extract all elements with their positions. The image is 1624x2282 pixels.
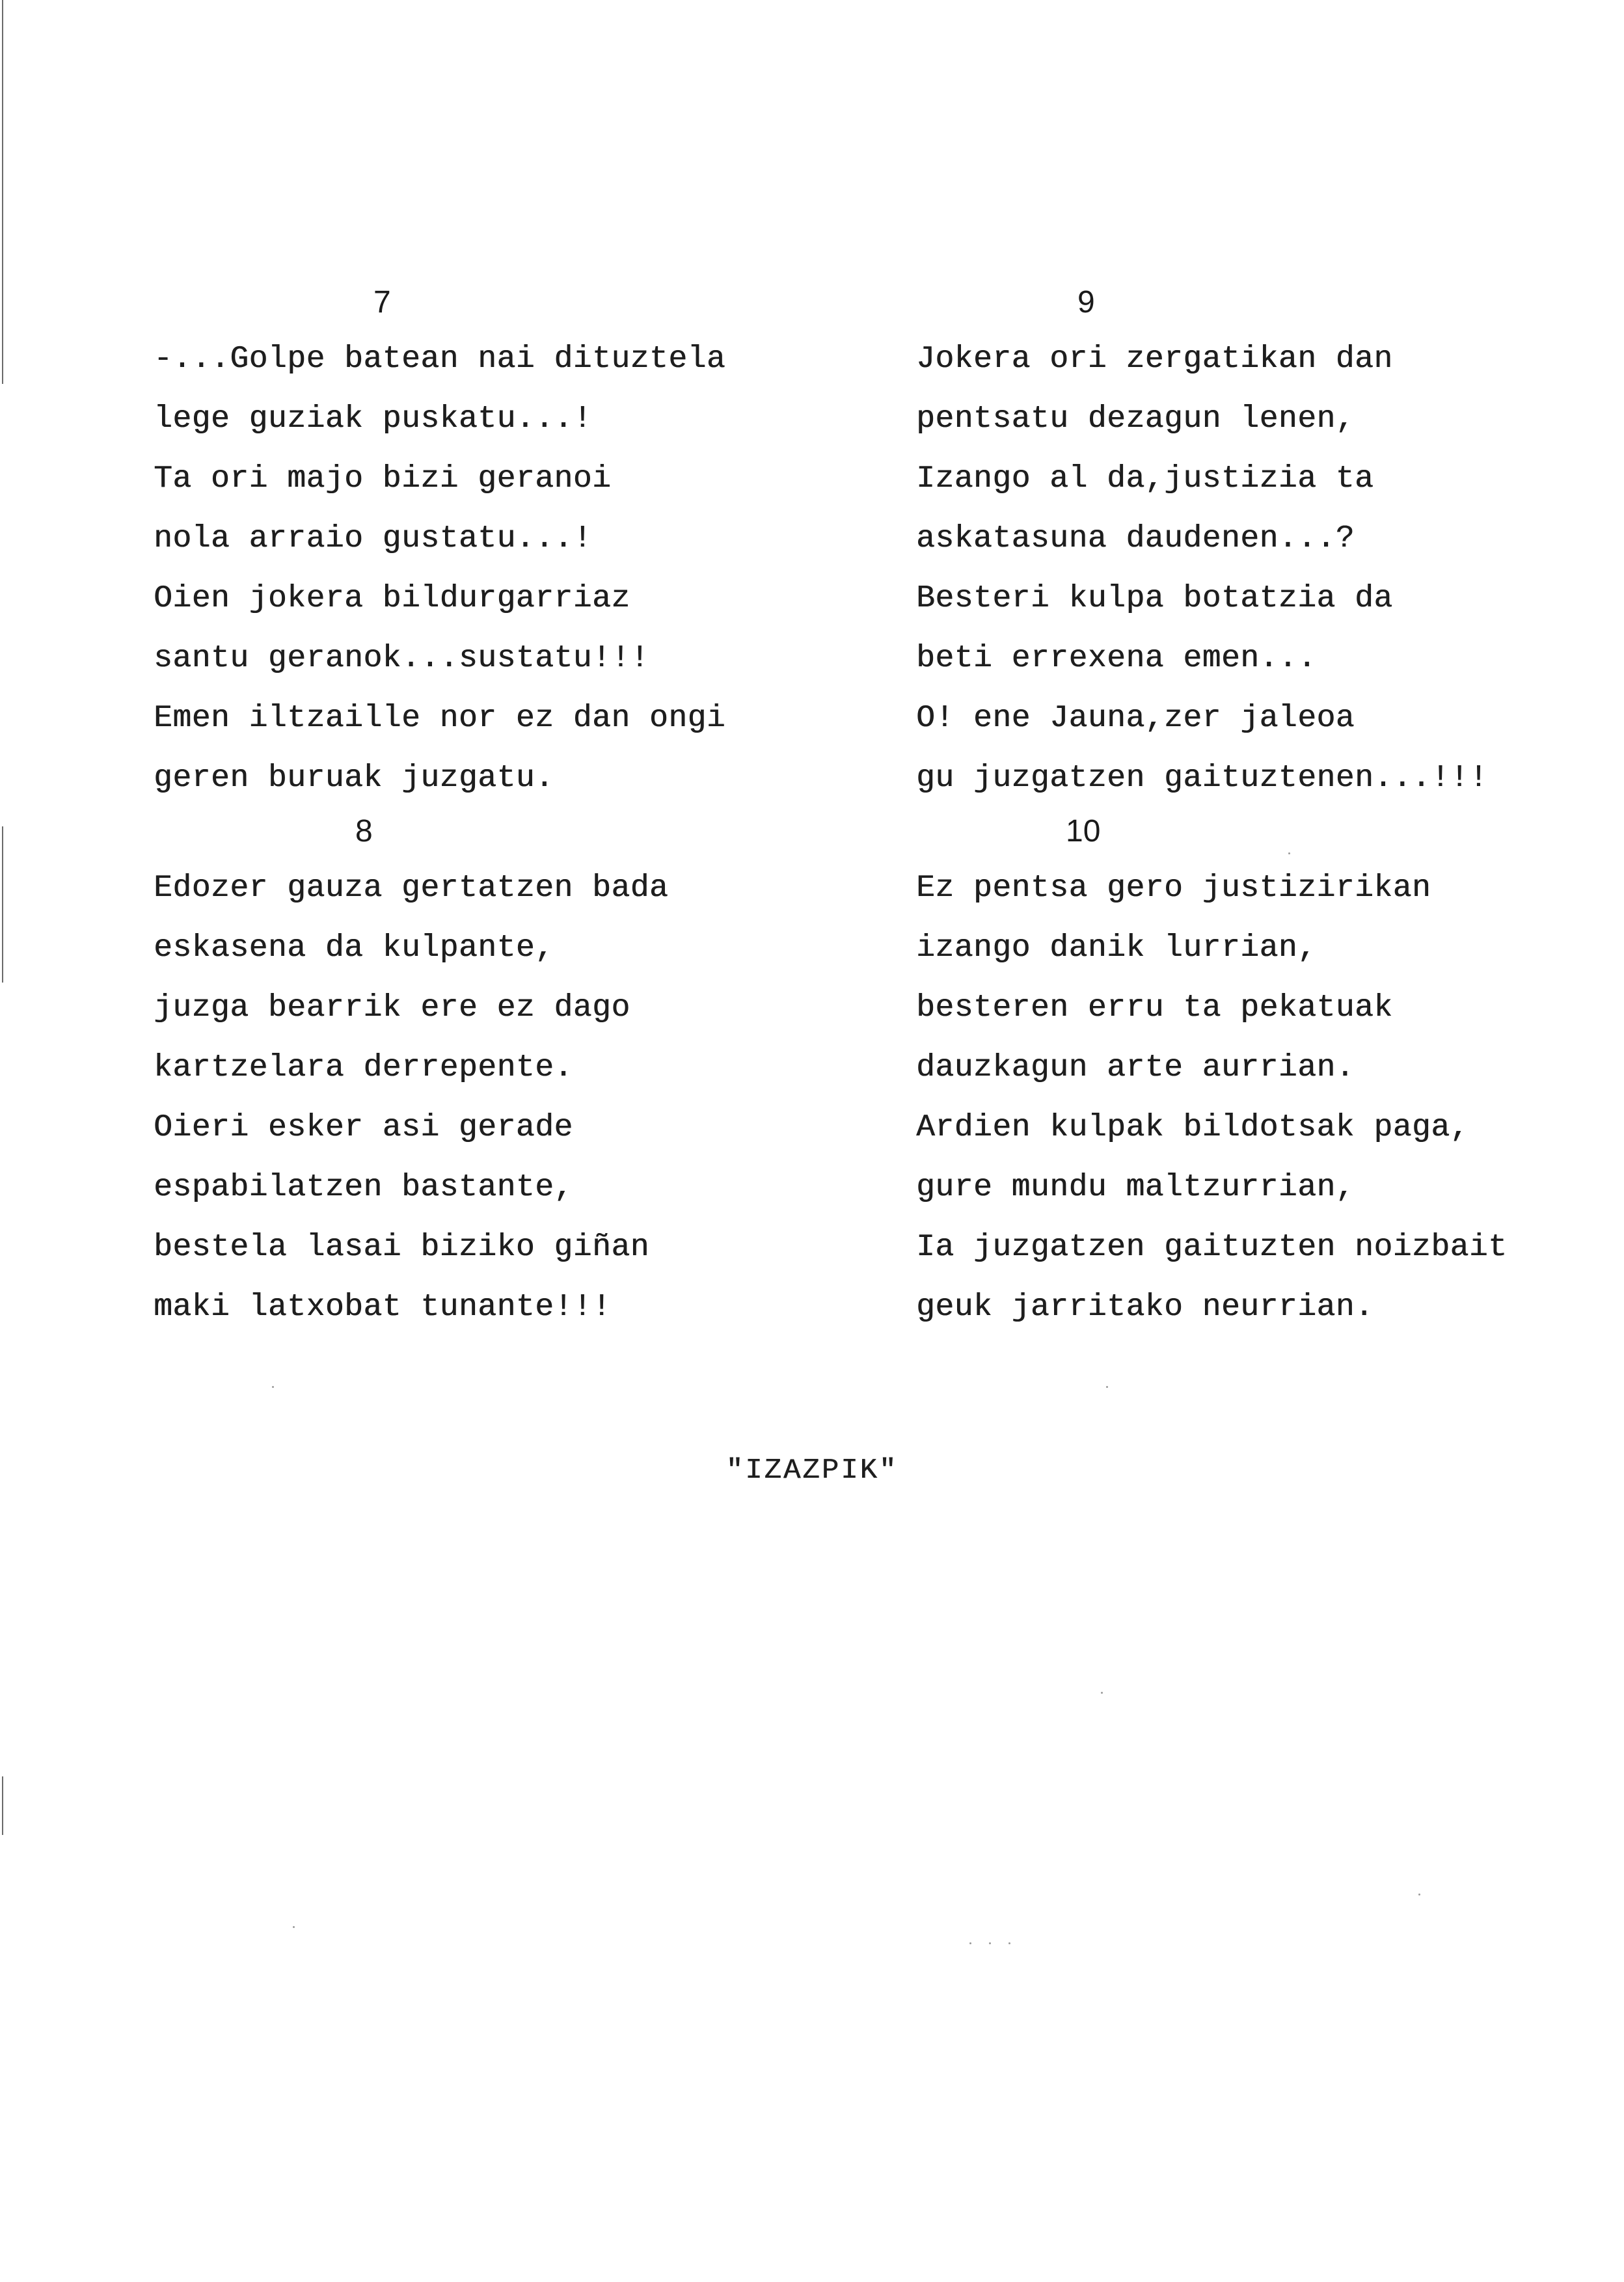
- verse-line: Oien jokera bildurgarriaz: [154, 581, 630, 616]
- verse-line: Jokera ori zergatikan dan: [916, 342, 1393, 377]
- verse-line: geuk jarritako neurrian.: [916, 1290, 1374, 1325]
- verse-line: bestela lasai biziko giñan: [154, 1230, 649, 1265]
- page-edge-mark: [2, 0, 3, 384]
- paper-speck: [293, 1926, 295, 1928]
- verse-line: beti errexena emen...: [916, 641, 1317, 676]
- stanza-number: 7: [373, 285, 391, 319]
- author-signature: "IZAZPIK": [725, 1454, 899, 1487]
- verse-line: espabilatzen bastante,: [154, 1170, 573, 1205]
- verse-line: pentsatu dezagun lenen,: [916, 401, 1355, 437]
- verse-line: -...Golpe batean nai dituztela: [154, 342, 726, 377]
- paper-speck: [989, 1942, 991, 1944]
- verse-line: Ardien kulpak bildotsak paga,: [916, 1110, 1469, 1145]
- stanza-number: 9: [1077, 285, 1095, 319]
- verse-line: eskasena da kulpante,: [154, 930, 554, 966]
- paper-speck: [1106, 1386, 1108, 1388]
- stanza-9: [916, 329, 1488, 808]
- page-edge-mark: [2, 1776, 3, 1835]
- verse-line: kartzelara derrepente.: [154, 1050, 573, 1085]
- stanza-number: 8: [355, 814, 373, 849]
- verse-line: Edozer gauza gertatzen bada: [154, 871, 669, 906]
- paper-speck: [1288, 852, 1290, 854]
- verse-line: izango danik lurrian,: [916, 930, 1317, 966]
- paper-speck: [1418, 1894, 1420, 1895]
- verse-line: geren buruak juzgatu.: [154, 761, 554, 796]
- verse-line: Ia juzgatzen gaituzten noizbait: [916, 1230, 1508, 1265]
- stanza-number: 10: [1066, 814, 1101, 849]
- verse-line: Oieri esker asi gerade: [154, 1110, 573, 1145]
- stanza-7: [154, 329, 725, 808]
- verse-line: maki latxobat tunante!!!: [154, 1290, 612, 1325]
- stanza-10: [916, 858, 1507, 1337]
- verse-line: besteren erru ta pekatuak: [916, 990, 1393, 1026]
- paper-speck: [1008, 1942, 1010, 1944]
- verse-line: Emen iltzaille nor ez dan ongi: [154, 701, 726, 736]
- verse-line: dauzkagun arte aurrian.: [916, 1050, 1355, 1085]
- verse-line: gu juzgatzen gaituztenen...!!!: [916, 761, 1489, 796]
- paper-speck: [1101, 1692, 1103, 1694]
- verse-line: gure mundu maltzurrian,: [916, 1170, 1355, 1205]
- page-edge-mark: [2, 826, 3, 983]
- paper-speck: [969, 1942, 971, 1944]
- verse-line: O! ene Jauna,zer jaleoa: [916, 701, 1355, 736]
- stanza-8: [154, 858, 668, 1337]
- verse-line: Ta ori majo bizi geranoi: [154, 461, 612, 496]
- verse-line: Ez pentsa gero justizirikan: [916, 871, 1431, 906]
- verse-line: nola arraio gustatu...!: [154, 521, 593, 556]
- verse-line: askatasuna daudenen...?: [916, 521, 1355, 556]
- verse-line: Izango al da,justizia ta: [916, 461, 1374, 496]
- paper-speck: [272, 1386, 274, 1388]
- verse-line: santu geranok...sustatu!!!: [154, 641, 649, 676]
- verse-line: Besteri kulpa botatzia da: [916, 581, 1393, 616]
- verse-line: lege guziak puskatu...!: [154, 401, 593, 437]
- verse-line: juzga bearrik ere ez dago: [154, 990, 630, 1026]
